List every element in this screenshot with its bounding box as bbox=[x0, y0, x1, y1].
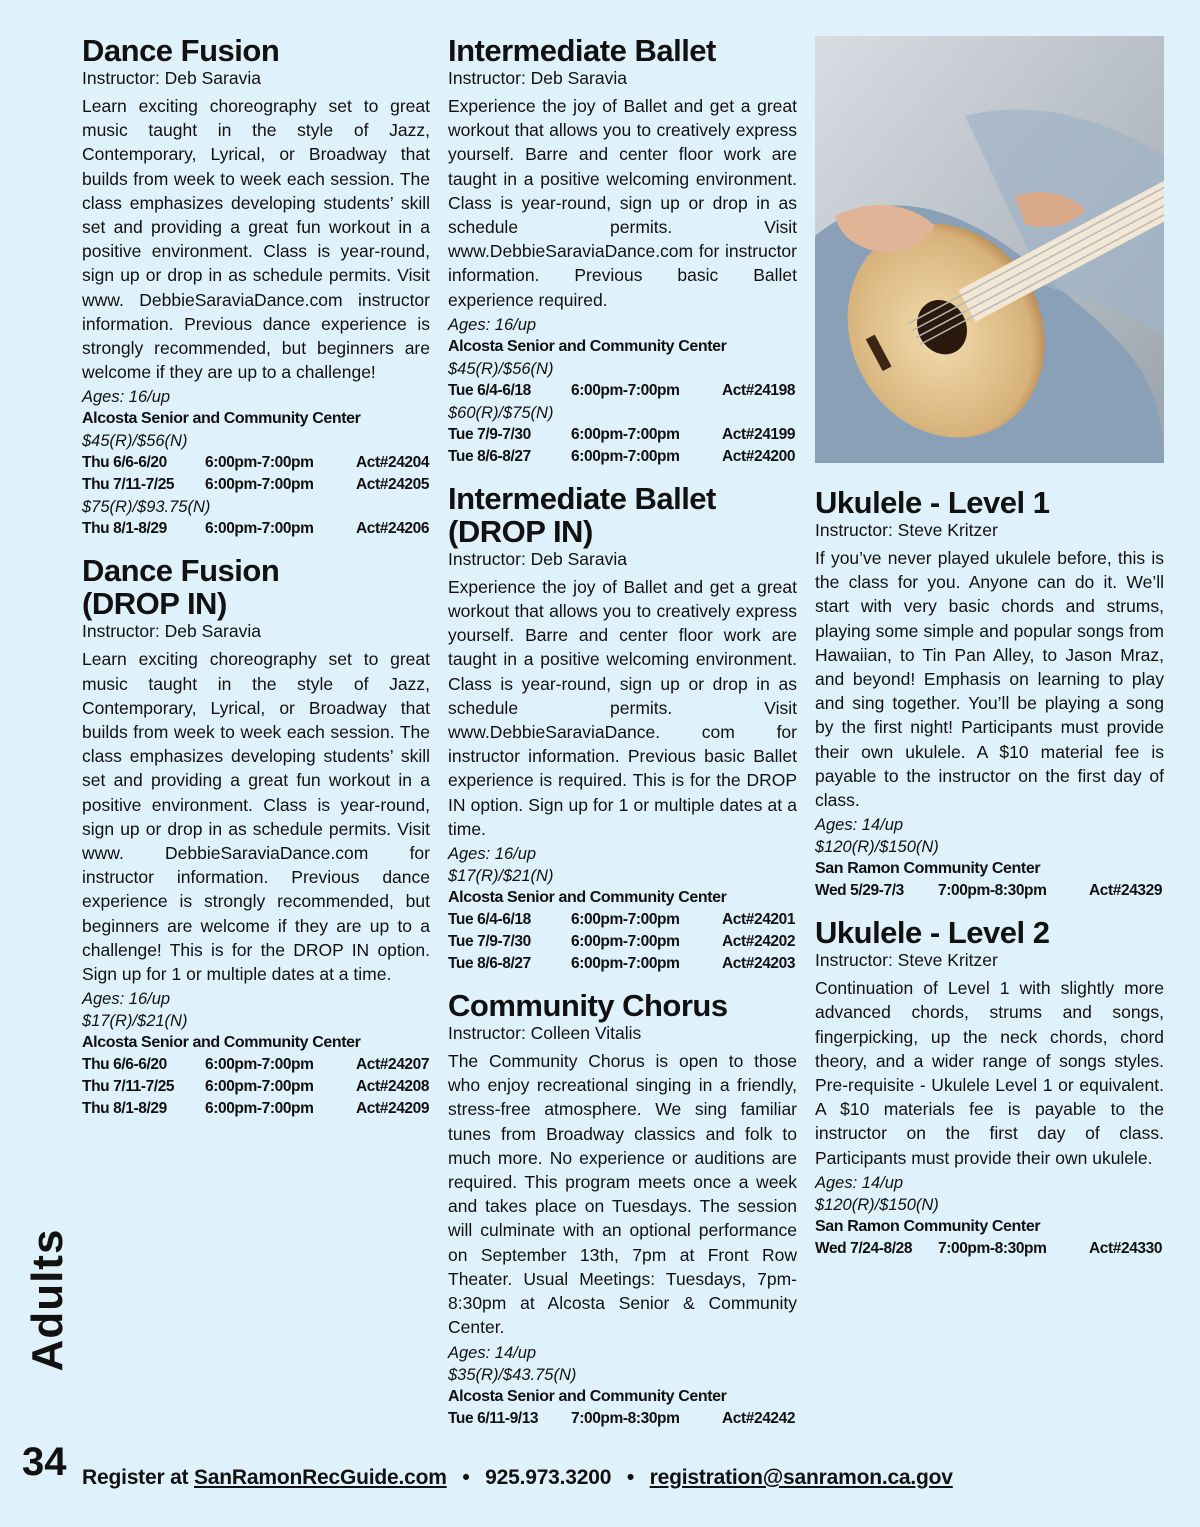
course-title: Community Chorus bbox=[448, 988, 728, 1024]
course-description: Continuation of Level 1 with slightly more advanced chords, strums and songs, fingerpicking, up the neck chords, chord theory, and a wider range of songs styles. Pre-requisite - Ukulele Level 1 or equivalent. A $10 materials fee is payable to the instructor on the first day of class. Participants must provide their own ukulele. bbox=[815, 978, 1164, 1168]
activity-number: Act#24205 bbox=[356, 476, 430, 494]
phone-number: 925.973.3200 bbox=[485, 1466, 612, 1489]
course-price: $17(R)/$21(N) bbox=[448, 867, 554, 886]
session-time: 6:00pm-7:00pm bbox=[205, 476, 314, 494]
column-1 bbox=[82, 34, 430, 1134]
section-tab-label: Adults bbox=[23, 1228, 72, 1372]
session-time: 6:00pm-7:00pm bbox=[205, 520, 314, 538]
session-row bbox=[448, 909, 797, 931]
session-row bbox=[82, 1098, 430, 1120]
session-days: Tue 6/11-9/13 bbox=[448, 1409, 539, 1427]
course-listing bbox=[448, 34, 797, 468]
activity-number: Act#24330 bbox=[1089, 1239, 1163, 1257]
activity-number: Act#24200 bbox=[722, 447, 796, 465]
course-instructor: Instructor: Colleen Vitalis bbox=[448, 1023, 642, 1044]
course-price: $45(R)/$56(N) bbox=[448, 359, 554, 378]
session-days: Thu 7/11-7/25 bbox=[82, 1078, 175, 1096]
session-time: 6:00pm-7:00pm bbox=[571, 911, 680, 929]
section-tab bbox=[20, 1220, 70, 1380]
session-days: Thu 8/1-8/29 bbox=[82, 520, 167, 538]
session-row bbox=[82, 474, 430, 496]
course-listing bbox=[448, 482, 797, 975]
course-location: Alcosta Senior and Community Center bbox=[448, 889, 727, 907]
course-instructor: Instructor: Steve Kritzer bbox=[815, 520, 998, 540]
activity-number: Act#24202 bbox=[722, 933, 796, 951]
course-instructor: Instructor: Deb Saravia bbox=[82, 621, 261, 642]
course-ages: Ages: 14/up bbox=[815, 1173, 904, 1192]
session-days: Thu 8/1-8/29 bbox=[82, 1100, 167, 1118]
activity-number: Act#24242 bbox=[722, 1409, 796, 1427]
session-days: Tue 7/9-7/30 bbox=[448, 425, 531, 443]
session-row bbox=[448, 380, 797, 402]
footer bbox=[82, 1466, 953, 1490]
course-location: Alcosta Senior and Community Center bbox=[448, 337, 727, 355]
session-days: Tue 8/6-8/27 bbox=[448, 955, 531, 973]
activity-number: Act#24204 bbox=[356, 454, 430, 472]
activity-number: Act#24207 bbox=[356, 1056, 430, 1074]
session-time: 6:00pm-7:00pm bbox=[571, 955, 680, 973]
course-location: Alcosta Senior and Community Center bbox=[82, 1034, 361, 1052]
ukulele-player-photo bbox=[815, 36, 1164, 463]
session-row bbox=[448, 953, 797, 975]
session-days: Thu 6/6-6/20 bbox=[82, 454, 167, 472]
course-listing bbox=[815, 916, 1164, 1260]
course-price: $75(R)/$93.75(N) bbox=[82, 498, 211, 517]
session-days: Wed 7/24-8/28 bbox=[815, 1239, 913, 1257]
session-days: Wed 5/29-7/3 bbox=[815, 882, 904, 900]
course-price: $60(R)/$75(N) bbox=[448, 403, 554, 422]
course-ages: Ages: 14/up bbox=[448, 1343, 537, 1362]
footer-register-label: Register at bbox=[82, 1466, 189, 1489]
session-row bbox=[448, 424, 797, 446]
course-instructor: Instructor: Deb Saravia bbox=[448, 548, 627, 569]
activity-number: Act#24329 bbox=[1089, 882, 1163, 900]
session-time: 6:00pm-7:00pm bbox=[205, 1078, 314, 1096]
session-time: 6:00pm-7:00pm bbox=[571, 447, 680, 465]
session-row bbox=[815, 880, 1164, 902]
website-link[interactable]: SanRamonRecGuide.com bbox=[193, 1466, 447, 1489]
session-time: 7:00pm-8:30pm bbox=[571, 1409, 680, 1427]
activity-number: Act#24203 bbox=[722, 955, 796, 973]
course-description: Learn exciting choreography set to great music taught in the style of Jazz, Contemporary, Lyrical, or Broadway that builds from week to week each session. The class emphasizes developing students’ skill set and providing a great fun workout in a positive environment. Class is year-round, sign up or drop in as schedule permits. Visit www. DebbieSaraviaDance.com instructor information. Previous dance experience is strongly recommended, but beginners are welcome if they are up to a challenge! bbox=[82, 96, 430, 383]
course-price: $35(R)/$43.75(N) bbox=[448, 1365, 577, 1384]
page-number: 34 bbox=[22, 1440, 67, 1484]
course-location: Alcosta Senior and Community Center bbox=[448, 1387, 727, 1405]
session-days: Tue 6/4-6/18 bbox=[448, 381, 531, 399]
session-time: 6:00pm-7:00pm bbox=[205, 454, 314, 472]
activity-number: Act#24198 bbox=[722, 381, 796, 399]
course-ages: Ages: 16/up bbox=[82, 388, 171, 407]
course-ages: Ages: 14/up bbox=[815, 816, 904, 835]
session-row bbox=[815, 1238, 1164, 1260]
session-row bbox=[82, 1076, 430, 1098]
course-price: $120(R)/$150(N) bbox=[815, 1195, 939, 1214]
session-days: Tue 8/6-8/27 bbox=[448, 447, 531, 465]
course-ages: Ages: 16/up bbox=[448, 315, 537, 334]
column-2 bbox=[448, 34, 797, 1444]
activity-number: Act#24208 bbox=[356, 1078, 430, 1096]
course-title: Intermediate Ballet (DROP IN) bbox=[448, 480, 716, 549]
course-instructor: Instructor: Deb Saravia bbox=[448, 68, 627, 88]
session-days: Thu 7/11-7/25 bbox=[82, 476, 175, 494]
course-price: $17(R)/$21(N) bbox=[82, 1012, 188, 1031]
session-time: 6:00pm-7:00pm bbox=[571, 933, 680, 951]
course-instructor: Instructor: Deb Saravia bbox=[82, 68, 261, 88]
course-location: Alcosta Senior and Community Center bbox=[82, 410, 361, 428]
course-price: $120(R)/$150(N) bbox=[815, 838, 939, 857]
session-time: 6:00pm-7:00pm bbox=[571, 425, 680, 443]
session-row bbox=[82, 1054, 430, 1076]
session-time: 6:00pm-7:00pm bbox=[205, 1056, 314, 1074]
activity-number: Act#24206 bbox=[356, 520, 430, 538]
course-ages: Ages: 16/up bbox=[82, 990, 171, 1009]
course-price: $45(R)/$56(N) bbox=[82, 432, 188, 451]
session-time: 7:00pm-8:30pm bbox=[938, 882, 1047, 900]
footer-separator: • bbox=[626, 1466, 635, 1489]
course-title: Dance Fusion bbox=[82, 33, 280, 68]
session-row bbox=[448, 446, 797, 468]
course-description: Experience the joy of Ballet and get a great workout that allows you to creatively express yourself. Barre and center floor work are taught in a positive welcoming environment. Class is year-round, sign up or drop in as schedule permits. Visit www.DebbieSaraviaDance. com for instructor information. Previous basic Ballet experience is required. This is for the DROP IN option. Sign up for 1 or multiple dates at a time. bbox=[448, 576, 797, 839]
course-instructor: Instructor: Steve Kritzer bbox=[815, 950, 998, 971]
session-days: Tue 6/4-6/18 bbox=[448, 911, 531, 929]
course-description: If you’ve never played ukulele before, this is the class for you. Anyone can do it. We’ll start with very basic chords and strums, playing some simple and popular songs from Hawaiian, to Tin Pan Alley, to Jason Mraz, and beyond! Emphasis on learning to play and sing together. You’ll be playing a song by the first night! Participants must provide their own ukulele. A $10 material fee is payable to the instructor on the first day of class. bbox=[815, 548, 1164, 811]
session-row bbox=[82, 452, 430, 474]
course-title: Intermediate Ballet bbox=[448, 33, 716, 68]
course-listing bbox=[448, 989, 797, 1429]
activity-number: Act#24201 bbox=[722, 911, 796, 929]
course-location: San Ramon Community Center bbox=[815, 860, 1041, 878]
activity-number: Act#24199 bbox=[722, 425, 796, 443]
session-row bbox=[82, 518, 430, 540]
course-description: Experience the joy of Ballet and get a great workout that allows you to creatively express yourself. Barre and center floor work are taught in a positive welcoming environment. Class is year-round, sign up or drop in as schedule permits. Visit www.DebbieSaraviaDance.com for instructor information. Previous basic Ballet experience required. bbox=[448, 96, 797, 310]
course-location: San Ramon Community Center bbox=[815, 1217, 1041, 1235]
email-link[interactable]: registration@sanramon.ca.gov bbox=[649, 1466, 953, 1489]
course-listing bbox=[82, 554, 430, 1120]
course-listing bbox=[815, 486, 1164, 902]
course-ages: Ages: 16/up bbox=[448, 845, 537, 864]
session-row bbox=[448, 1408, 797, 1430]
session-time: 6:00pm-7:00pm bbox=[571, 381, 680, 399]
course-title: Ukulele - Level 1 bbox=[815, 485, 1050, 520]
session-days: Thu 6/6-6/20 bbox=[82, 1056, 167, 1074]
footer-separator: • bbox=[462, 1466, 470, 1489]
session-time: 6:00pm-7:00pm bbox=[205, 1100, 314, 1118]
session-row bbox=[448, 931, 797, 953]
course-title: Ukulele - Level 2 bbox=[815, 915, 1050, 951]
course-description: The Community Chorus is open to those who enjoy recreational singing in a friendly, stress-free atmosphere. We sing familiar tunes from Broadway classics and folk to much more. No experience or auditions are required. This program meets once a week and takes place on Tuesdays. The session will culminate with an optional performance on September 13th, 7pm at Front Row Theater. Usual Meetings: Tuesdays, 7pm-8:30pm at Alcosta Senior & Community Center. bbox=[448, 1051, 797, 1338]
session-days: Tue 7/9-7/30 bbox=[448, 933, 531, 951]
course-description: Learn exciting choreography set to great music taught in the style of Jazz, Contemporary, Lyrical, or Broadway that builds from week to week each session. The class emphasizes developing students’ skill set and providing a great fun workout in a positive environment. Class is year-round, sign up or drop in as schedule permits. Visit www. DebbieSaraviaDance.com for instructor information. Previous dance experience is strongly recommended, but beginners are welcome if they are up to a challenge! This is for the DROP IN option. Sign up for 1 or multiple dates at a time. bbox=[82, 649, 430, 985]
activity-number: Act#24209 bbox=[356, 1100, 430, 1118]
session-time: 7:00pm-8:30pm bbox=[938, 1239, 1047, 1257]
course-listing bbox=[82, 34, 430, 540]
course-title: Dance Fusion (DROP IN) bbox=[82, 553, 280, 622]
